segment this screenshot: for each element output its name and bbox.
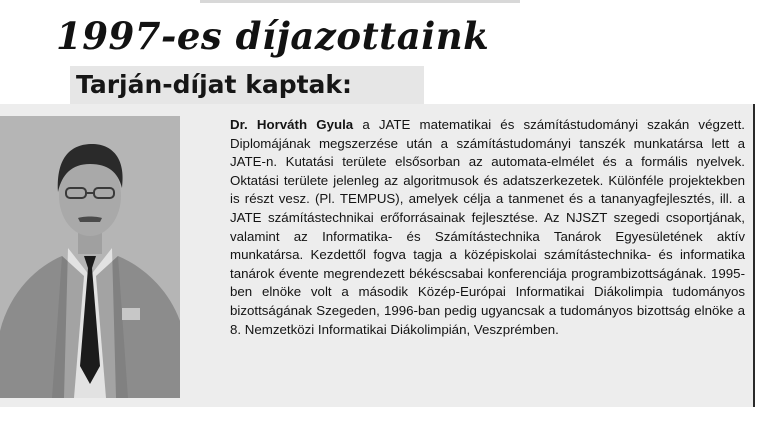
section-subheadline: Tarján-díjat kaptak: [76,70,353,99]
scan-edge [200,0,520,3]
panel-right-rule [753,104,755,407]
portrait-photo [0,116,180,398]
page-headline: 1997-es díjazottaink [56,14,490,58]
portrait-photo-icon [0,116,180,398]
article-body [230,116,745,339]
awardee-biography: a JATE matematikai és számítástudományi szakán végzett. Diplomájának megszerzése után a számítástudományi tanszék munkatársa lett a JATE-n. Kutatási területe elsősorban az automata-elmélet és a formális nyelvek. Oktatási területe jelenleg az algoritmusok és adatszerkezetek. Különféle projektekben is részt vesz. (Pl. TEMPUS), amelyek célja a tanmenet és a tananyagfejlesztés, ill. a JATE számítástechnikai erőforrásainak fejlesztése. Az NJSZT szegedi csoportjának, valamint az Informatika- és Számítástechnika Tanárok Egyesületének aktív munkatársa. Kezdettől fogva tagja a középiskolai számítástechnika- és informatika tanárok évente megrendezett békéscsabai konferenciája programbizottságának. 1995-ben elnöke volt a második Közép-Európai Informatikai Diákolimpia tudományos bizottságának Szegeden, 1996-ban pedig ugyancsak a tudományos bizottság elnöke a 8. Nemzetközi Informatikai Diákolimpián, Veszprémben. [230,117,745,337]
article-panel [0,104,755,407]
awardee-name: Dr. Horváth Gyula [230,117,354,132]
